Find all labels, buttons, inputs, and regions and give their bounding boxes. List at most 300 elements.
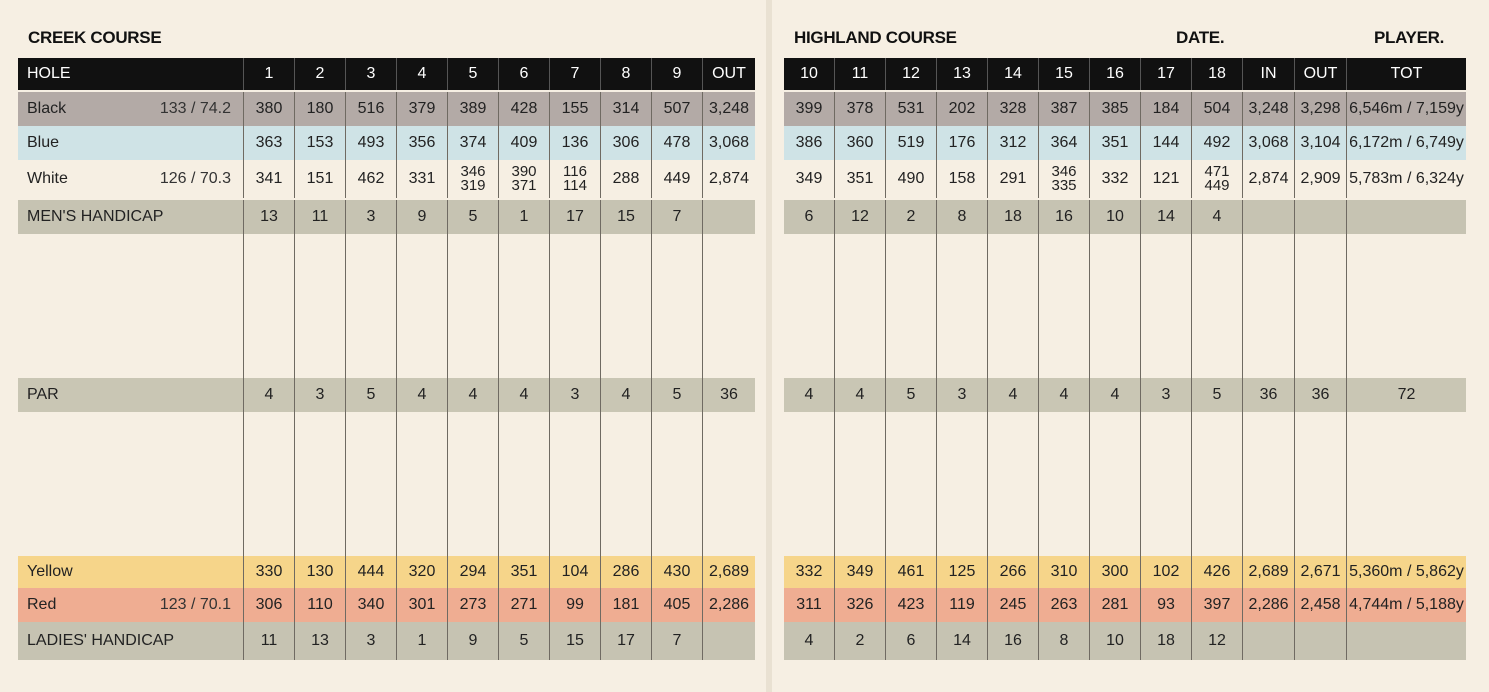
score-entry-cell[interactable]	[1243, 342, 1295, 378]
score-entry-cell[interactable]	[835, 412, 886, 448]
score-entry-cell[interactable]	[1039, 520, 1090, 556]
score-entry-cell[interactable]	[988, 342, 1039, 378]
mens-handicap-value: 8	[937, 200, 988, 234]
score-entry-cell[interactable]	[1243, 234, 1295, 270]
score-entry-cell[interactable]	[886, 484, 937, 520]
score-entry-cell[interactable]	[988, 448, 1039, 484]
red-value: 110	[295, 588, 346, 622]
score-entry-cell[interactable]	[1039, 412, 1090, 448]
score-entry-cell[interactable]	[1090, 342, 1141, 378]
score-entry-cell[interactable]	[1347, 270, 1466, 306]
score-entry-cell[interactable]	[1090, 520, 1141, 556]
score-entry-cell[interactable]	[601, 270, 652, 306]
white-value: 2,874	[1243, 160, 1295, 198]
score-entry-cell[interactable]	[937, 448, 988, 484]
score-entry-cell[interactable]	[1141, 342, 1192, 378]
score-entry-cell[interactable]	[244, 342, 295, 378]
score-entry-cell[interactable]	[1039, 306, 1090, 342]
white-value: 5,783m / 6,324y	[1349, 170, 1464, 187]
white-value: 341	[244, 160, 295, 198]
score-entry-cell[interactable]	[397, 342, 448, 378]
score-entry-cell[interactable]	[550, 234, 601, 270]
ladies-handicap-value	[1295, 622, 1347, 660]
mens-handicap-value: 18	[988, 200, 1039, 234]
score-entry-cell[interactable]	[1090, 484, 1141, 520]
red-value: 271	[499, 588, 550, 622]
score-entry-cell[interactable]	[295, 448, 346, 484]
yellow-value: 426	[1192, 556, 1243, 588]
score-entry-cell[interactable]	[346, 448, 397, 484]
white-row	[18, 160, 755, 198]
hole-number: 3	[346, 58, 397, 90]
yellow-value: 266	[988, 556, 1039, 588]
yellow-value: 125	[937, 556, 988, 588]
score-entry-cell[interactable]	[1192, 270, 1243, 306]
score-entry-cell[interactable]	[244, 412, 295, 448]
score-entry-cell[interactable]	[295, 342, 346, 378]
ladies-handicap-value: 4	[784, 622, 835, 660]
score-entry-cell[interactable]	[1243, 484, 1295, 520]
blank-score-row	[18, 484, 755, 521]
score-entry-cell[interactable]	[499, 520, 550, 556]
score-entry-cell[interactable]	[784, 342, 835, 378]
ladies-handicap-row	[18, 622, 755, 660]
score-entry-cell[interactable]	[835, 234, 886, 270]
score-entry-cell[interactable]	[1347, 306, 1466, 342]
score-entry-cell[interactable]	[1295, 342, 1347, 378]
score-entry-cell[interactable]	[652, 234, 703, 270]
score-entry-cell[interactable]	[244, 306, 295, 342]
par-value: 4	[1039, 378, 1090, 412]
score-entry-cell[interactable]	[988, 520, 1039, 556]
mens-handicap-value: 16	[1039, 200, 1090, 234]
split-value: 335	[1051, 177, 1077, 194]
blank-score-row	[18, 306, 755, 343]
score-entry-cell[interactable]	[448, 448, 499, 484]
date-label: DATE.	[1176, 28, 1225, 47]
ladies-handicap-value: 15	[550, 622, 601, 660]
score-entry-cell[interactable]	[1347, 520, 1466, 556]
score-entry-cell[interactable]	[703, 412, 755, 448]
score-entry-cell[interactable]	[703, 234, 755, 270]
score-entry-cell[interactable]	[1347, 412, 1466, 448]
red-value: 181	[601, 588, 652, 622]
yellow-value: 349	[835, 556, 886, 588]
score-entry-cell[interactable]	[1039, 484, 1090, 520]
ladies-handicap-value: 1	[397, 622, 448, 660]
score-entry-cell[interactable]	[18, 306, 244, 342]
ladies-handicap-value: 17	[601, 622, 652, 660]
score-entry-cell[interactable]	[550, 342, 601, 378]
score-entry-cell[interactable]	[397, 412, 448, 448]
score-entry-cell[interactable]	[835, 520, 886, 556]
row-label: LADIES' HANDICAP	[27, 632, 175, 649]
score-entry-cell[interactable]	[1192, 234, 1243, 270]
score-entry-cell[interactable]	[18, 484, 244, 520]
score-entry-cell[interactable]	[1141, 412, 1192, 448]
score-entry-cell[interactable]	[886, 520, 937, 556]
yellow-value: 310	[1039, 556, 1090, 588]
score-entry-cell[interactable]	[601, 342, 652, 378]
score-entry-cell[interactable]	[937, 484, 988, 520]
score-entry-cell[interactable]	[988, 306, 1039, 342]
score-entry-cell[interactable]	[784, 484, 835, 520]
score-entry-cell[interactable]	[601, 520, 652, 556]
hole-number: 17	[1141, 58, 1192, 90]
mens-handicap-value: 6	[784, 200, 835, 234]
score-entry-cell[interactable]	[244, 448, 295, 484]
score-entry-cell[interactable]	[499, 412, 550, 448]
score-entry-cell[interactable]	[652, 270, 703, 306]
score-entry-cell[interactable]	[652, 412, 703, 448]
score-entry-cell[interactable]	[703, 520, 755, 556]
white-value	[499, 160, 550, 198]
blue-value: 386	[784, 126, 835, 160]
score-entry-cell[interactable]	[499, 270, 550, 306]
yellow-value: 2,671	[1295, 556, 1347, 588]
white-value: 291	[988, 160, 1039, 198]
row-label: MEN'S HANDICAP	[27, 208, 164, 225]
red-value: 311	[784, 588, 835, 622]
score-entry-cell[interactable]	[244, 234, 295, 270]
score-entry-cell[interactable]	[550, 306, 601, 342]
par-value: 3	[550, 378, 601, 412]
score-entry-cell[interactable]	[346, 520, 397, 556]
score-entry-cell[interactable]	[1039, 234, 1090, 270]
blue-value: 176	[937, 126, 988, 160]
score-entry-cell[interactable]	[448, 270, 499, 306]
score-entry-cell[interactable]	[601, 412, 652, 448]
row-label: PAR	[27, 386, 59, 403]
red-value: 93	[1141, 588, 1192, 622]
score-entry-cell[interactable]	[448, 342, 499, 378]
score-entry-cell[interactable]	[499, 448, 550, 484]
score-entry-cell[interactable]	[1192, 484, 1243, 520]
par-value: 5	[652, 378, 703, 412]
par-value: 4	[499, 378, 550, 412]
hole-number: 13	[937, 58, 988, 90]
black-value: 184	[1141, 92, 1192, 126]
score-entry-cell[interactable]	[18, 342, 244, 378]
score-entry-cell[interactable]	[1347, 484, 1466, 520]
score-entry-cell[interactable]	[244, 270, 295, 306]
creek-course-title: CREEK COURSE	[28, 28, 162, 47]
ladies-handicap-value: 6	[886, 622, 937, 660]
blue-value: 360	[835, 126, 886, 160]
blue-row	[784, 126, 1466, 160]
score-entry-cell[interactable]	[550, 412, 601, 448]
score-entry-cell[interactable]	[1295, 306, 1347, 342]
white-value: 349	[784, 160, 835, 198]
black-value: 155	[550, 92, 601, 126]
score-entry-cell[interactable]	[784, 306, 835, 342]
score-entry-cell[interactable]	[499, 342, 550, 378]
score-entry-cell[interactable]	[784, 448, 835, 484]
score-entry-cell[interactable]	[1090, 306, 1141, 342]
score-entry-cell[interactable]	[652, 448, 703, 484]
score-entry-cell[interactable]	[1141, 270, 1192, 306]
score-entry-cell[interactable]	[1192, 306, 1243, 342]
score-entry-cell[interactable]	[1347, 234, 1466, 270]
score-entry-cell[interactable]	[703, 306, 755, 342]
yellow-value: 2,689	[708, 563, 750, 580]
score-entry-cell[interactable]	[295, 234, 346, 270]
white-value: 462	[346, 160, 397, 198]
row-label: Blue	[27, 134, 60, 151]
black-value: 531	[886, 92, 937, 126]
yellow-label	[18, 556, 244, 588]
score-entry-cell[interactable]	[499, 484, 550, 520]
score-entry-cell[interactable]	[448, 412, 499, 448]
score-entry-cell[interactable]	[601, 484, 652, 520]
score-entry-cell[interactable]	[244, 484, 295, 520]
score-entry-cell[interactable]	[1243, 520, 1295, 556]
score-entry-cell[interactable]	[1141, 448, 1192, 484]
score-entry-cell[interactable]	[652, 484, 703, 520]
score-entry-cell[interactable]	[499, 306, 550, 342]
score-entry-cell[interactable]	[886, 342, 937, 378]
score-entry-cell[interactable]	[448, 484, 499, 520]
score-entry-cell[interactable]	[18, 234, 244, 270]
score-entry-cell[interactable]	[988, 412, 1039, 448]
score-entry-cell[interactable]	[1090, 234, 1141, 270]
score-entry-cell[interactable]	[886, 270, 937, 306]
ladies-handicap-label	[18, 622, 244, 660]
score-entry-cell[interactable]	[1347, 448, 1466, 484]
score-entry-cell[interactable]	[703, 448, 755, 484]
score-entry-cell[interactable]	[937, 306, 988, 342]
score-entry-cell[interactable]	[18, 270, 244, 306]
blank-score-row	[784, 306, 1466, 343]
mens-handicap-value: 14	[1141, 200, 1192, 234]
score-entry-cell[interactable]	[1192, 520, 1243, 556]
score-entry-cell[interactable]	[703, 342, 755, 378]
score-entry-cell[interactable]	[886, 448, 937, 484]
score-entry-cell[interactable]	[1295, 448, 1347, 484]
score-entry-cell[interactable]	[835, 484, 886, 520]
score-entry-cell[interactable]	[1243, 270, 1295, 306]
score-entry-cell[interactable]	[1295, 270, 1347, 306]
blue-value: 492	[1192, 126, 1243, 160]
hole-number: 10	[784, 58, 835, 90]
red-value: 326	[835, 588, 886, 622]
score-entry-cell[interactable]	[601, 306, 652, 342]
score-entry-cell[interactable]	[346, 412, 397, 448]
yellow-value: 286	[601, 556, 652, 588]
score-entry-cell[interactable]	[295, 484, 346, 520]
ladies-handicap-value: 18	[1141, 622, 1192, 660]
black-value: 385	[1090, 92, 1141, 126]
score-entry-cell[interactable]	[835, 306, 886, 342]
score-entry-cell[interactable]	[448, 234, 499, 270]
score-entry-cell[interactable]	[784, 520, 835, 556]
score-entry-cell[interactable]	[703, 484, 755, 520]
score-entry-cell[interactable]	[295, 306, 346, 342]
mens-handicap-value: 10	[1090, 200, 1141, 234]
split-value: 319	[460, 177, 486, 194]
mens-handicap-value: 9	[397, 200, 448, 234]
ladies-handicap-value: 3	[346, 622, 397, 660]
score-entry-cell[interactable]	[937, 234, 988, 270]
blue-value: 3,104	[1295, 126, 1347, 160]
score-entry-cell[interactable]	[295, 270, 346, 306]
score-entry-cell[interactable]	[1192, 448, 1243, 484]
score-entry-cell[interactable]	[448, 306, 499, 342]
score-entry-cell[interactable]	[601, 234, 652, 270]
black-value: 379	[397, 92, 448, 126]
score-entry-cell[interactable]	[18, 412, 244, 448]
score-entry-cell[interactable]	[1243, 412, 1295, 448]
ladies-handicap-row	[784, 622, 1466, 660]
score-entry-cell[interactable]	[550, 448, 601, 484]
score-entry-cell[interactable]	[550, 484, 601, 520]
hole-number: 12	[886, 58, 937, 90]
yellow-value: 330	[244, 556, 295, 588]
score-entry-cell[interactable]	[835, 342, 886, 378]
score-entry-cell[interactable]	[784, 270, 835, 306]
blue-value: 409	[499, 126, 550, 160]
score-entry-cell[interactable]	[397, 306, 448, 342]
score-entry-cell[interactable]	[346, 306, 397, 342]
blank-score-row	[18, 448, 755, 485]
score-entry-cell[interactable]	[886, 234, 937, 270]
score-entry-cell[interactable]	[550, 270, 601, 306]
score-entry-cell[interactable]	[1141, 520, 1192, 556]
score-entry-cell[interactable]	[1141, 306, 1192, 342]
blank-score-row	[18, 520, 755, 557]
mens-handicap-value: 4	[1192, 200, 1243, 234]
score-entry-cell[interactable]	[346, 484, 397, 520]
par-value: 36	[1243, 378, 1295, 412]
score-entry-cell[interactable]	[397, 448, 448, 484]
yellow-value: 430	[652, 556, 703, 588]
score-entry-cell[interactable]	[1243, 448, 1295, 484]
score-entry-cell[interactable]	[1039, 270, 1090, 306]
score-entry-cell[interactable]	[652, 520, 703, 556]
yellow-value: 2,689	[1243, 556, 1295, 588]
ladies-handicap-value: 12	[1192, 622, 1243, 660]
score-entry-cell[interactable]	[397, 484, 448, 520]
mens-handicap-value: 2	[886, 200, 937, 234]
score-entry-cell[interactable]	[1192, 412, 1243, 448]
score-entry-cell[interactable]	[988, 484, 1039, 520]
score-entry-cell[interactable]	[886, 306, 937, 342]
score-entry-cell[interactable]	[295, 520, 346, 556]
blank-score-row	[784, 520, 1466, 557]
score-entry-cell[interactable]	[937, 520, 988, 556]
score-entry-cell[interactable]	[988, 270, 1039, 306]
score-entry-cell[interactable]	[1039, 342, 1090, 378]
score-entry-cell[interactable]	[18, 448, 244, 484]
score-entry-cell[interactable]	[937, 270, 988, 306]
score-entry-cell[interactable]	[397, 520, 448, 556]
score-entry-cell[interactable]	[244, 520, 295, 556]
score-entry-cell[interactable]	[18, 520, 244, 556]
score-entry-cell[interactable]	[1141, 484, 1192, 520]
mens-handicap-value: 3	[346, 200, 397, 234]
blue-value: 478	[652, 126, 703, 160]
par-value: 4	[835, 378, 886, 412]
score-entry-cell[interactable]	[1192, 342, 1243, 378]
red-value: 301	[397, 588, 448, 622]
score-entry-cell[interactable]	[346, 234, 397, 270]
score-entry-cell[interactable]	[1295, 484, 1347, 520]
blue-value: 363	[244, 126, 295, 160]
score-entry-cell[interactable]	[988, 234, 1039, 270]
score-entry-cell[interactable]	[835, 270, 886, 306]
white-value: 288	[601, 160, 652, 198]
par-value: 5	[886, 378, 937, 412]
black-value: 507	[652, 92, 703, 126]
ladies-handicap-value: 13	[295, 622, 346, 660]
hole-number: TOT	[1390, 65, 1423, 82]
score-entry-cell[interactable]	[550, 520, 601, 556]
yellow-value: 332	[784, 556, 835, 588]
blank-score-row	[18, 342, 755, 379]
par-label	[18, 378, 244, 412]
score-entry-cell[interactable]	[1295, 412, 1347, 448]
score-entry-cell[interactable]	[346, 270, 397, 306]
red-value: 119	[937, 588, 988, 622]
score-entry-cell[interactable]	[1295, 520, 1347, 556]
score-entry-cell[interactable]	[499, 234, 550, 270]
score-entry-cell[interactable]	[346, 342, 397, 378]
score-entry-cell[interactable]	[1090, 448, 1141, 484]
score-entry-cell[interactable]	[784, 234, 835, 270]
blank-score-row	[784, 448, 1466, 485]
score-entry-cell[interactable]	[652, 306, 703, 342]
score-entry-cell[interactable]	[397, 270, 448, 306]
score-entry-cell[interactable]	[886, 412, 937, 448]
par-value: 4	[1090, 378, 1141, 412]
score-entry-cell[interactable]	[1141, 234, 1192, 270]
score-entry-cell[interactable]	[703, 270, 755, 306]
blue-value: 493	[346, 126, 397, 160]
score-entry-cell[interactable]	[652, 342, 703, 378]
score-entry-cell[interactable]	[1039, 448, 1090, 484]
score-entry-cell[interactable]	[1090, 412, 1141, 448]
score-entry-cell[interactable]	[1347, 342, 1466, 378]
blue-value: 312	[988, 126, 1039, 160]
red-value: 2,286	[708, 596, 750, 613]
par-value: 72	[1397, 386, 1416, 403]
score-entry-cell[interactable]	[397, 234, 448, 270]
blue-value: 364	[1039, 126, 1090, 160]
black-value: 516	[346, 92, 397, 126]
score-entry-cell[interactable]	[601, 448, 652, 484]
par-value: 36	[720, 386, 738, 403]
score-entry-cell[interactable]	[295, 412, 346, 448]
blue-value: 144	[1141, 126, 1192, 160]
ladies-handicap-value: 11	[244, 622, 295, 660]
blue-value: 6,172m / 6,749y	[1349, 134, 1464, 151]
score-entry-cell[interactable]	[937, 342, 988, 378]
score-entry-cell[interactable]	[835, 448, 886, 484]
white-value	[1039, 160, 1090, 198]
score-entry-cell[interactable]	[1090, 270, 1141, 306]
red-value: 281	[1090, 588, 1141, 622]
ladies-handicap-value	[1243, 622, 1295, 660]
score-entry-cell[interactable]	[937, 412, 988, 448]
mens-handicap-value: 15	[601, 200, 652, 234]
score-entry-cell[interactable]	[784, 412, 835, 448]
score-entry-cell[interactable]	[1243, 306, 1295, 342]
mens-handicap-value: 13	[244, 200, 295, 234]
mens-handicap-value: 7	[652, 200, 703, 234]
score-entry-cell[interactable]	[448, 520, 499, 556]
score-entry-cell[interactable]	[1295, 234, 1347, 270]
hole-number: 5	[448, 58, 499, 90]
